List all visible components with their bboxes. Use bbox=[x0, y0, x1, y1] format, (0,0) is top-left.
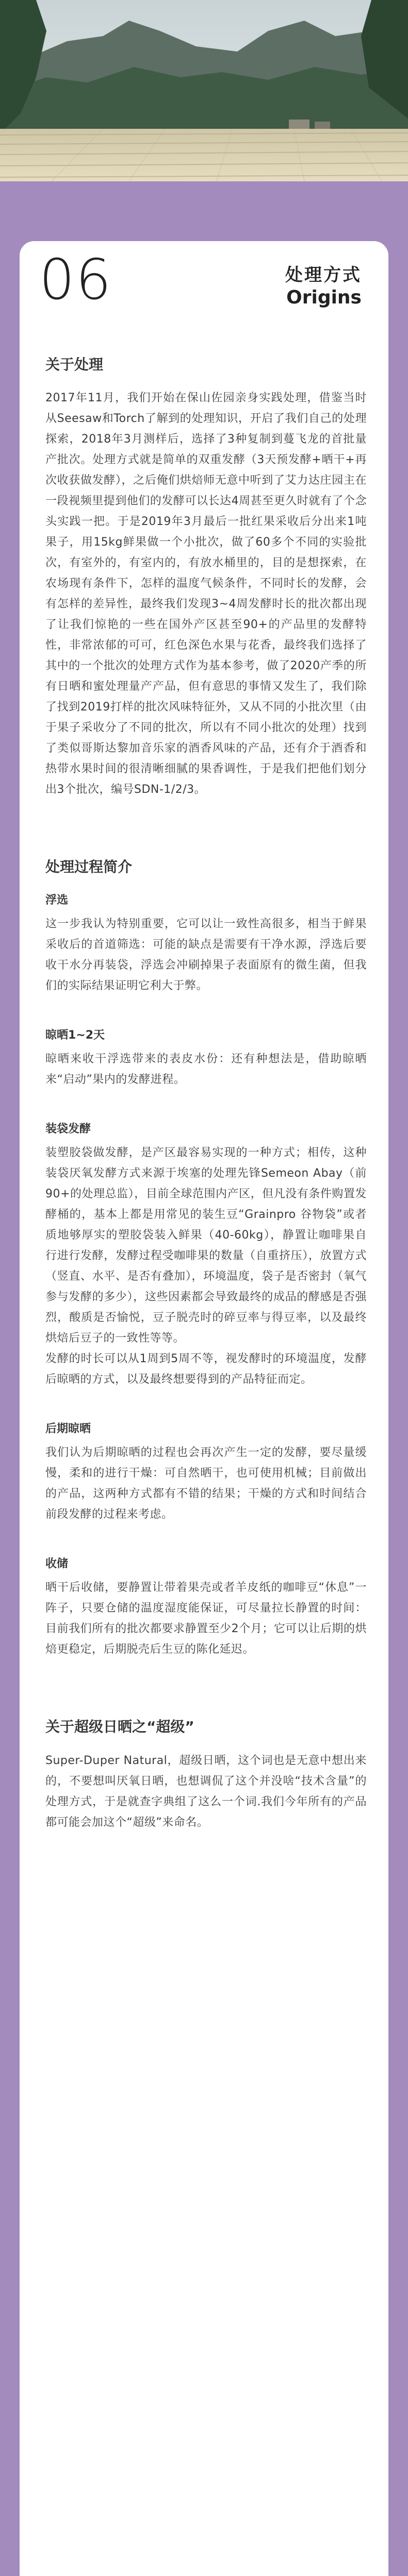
card-header bbox=[20, 241, 388, 354]
process-step-post-drying bbox=[45, 1419, 367, 1525]
step-title: 后期晾晒 bbox=[45, 1422, 91, 1436]
header-title-cn: 处理方式 bbox=[285, 265, 362, 285]
paragraph-super: Super-Duper Natural，超级日晒，这个词也是无意中想出来的，不要想叫厌氧日晒，也想调侃了这个并没啥“技术含量”的处理方式，于是就查字典组了这么一个词.我们今年所有的产品都可能会加这个“超级”来命名。 bbox=[45, 1754, 367, 1829]
step-title: 晾晒1~2天 bbox=[45, 1029, 105, 1042]
step-text: 晾晒来收干浮选带来的表皮水份：还有种想法是，借助晾晒来“启动”果内的发酵进程。 bbox=[45, 1053, 367, 1087]
section-title-process: 处理过程简介 bbox=[45, 858, 133, 876]
process-step-bag-fermentation bbox=[45, 1119, 367, 1390]
header-title-en: Origins bbox=[286, 286, 362, 308]
content-body bbox=[20, 354, 388, 1833]
step-title: 收储 bbox=[45, 1557, 69, 1571]
section-about bbox=[45, 354, 367, 800]
step-title: 浮选 bbox=[45, 894, 69, 907]
process-step-storage bbox=[45, 1554, 367, 1660]
content-card bbox=[20, 241, 388, 2576]
section-super bbox=[45, 1717, 367, 1833]
section-process bbox=[45, 857, 367, 1660]
section-title-about: 关于处理 bbox=[45, 356, 104, 373]
step-text: 这一步我认为特别重要，它可以让一致性高很多，相当于鲜果采收后的首道筛选：可能的缺点是需要有干净水源，浮选后要收干水分再装袋，浮选会冲刷掉果子表面原有的微生菌，但我们的实际结果证明它利大于弊。 bbox=[45, 918, 367, 993]
process-step-sun-dry bbox=[45, 1025, 367, 1090]
step-text: 晒干后收储，要静置让带着果壳或者羊皮纸的咖啡豆“休息”一阵子，只要仓储的温度湿度能保证，可尽量拉长静置的时间：目前我们所有的批次都要求静置至少2个月；它可以让后期的烘焙更稳定，后期脱壳后生豆的陈化延迟。 bbox=[45, 1581, 367, 1656]
header-title bbox=[285, 265, 362, 309]
step-text: 我们认为后期晾晒的过程也会再次产生一定的发酵，要尽量缓慢，柔和的进行干燥：可自然晒干，也可使用机械；目前做出的产品，这两种方式都有不错的结果；干燥的方式和时间结合前段发酵的过程来考虑。 bbox=[45, 1446, 367, 1521]
section-title-super: 关于超级日晒之“超级” bbox=[45, 1718, 194, 1736]
process-step-flotation bbox=[45, 890, 367, 996]
section-number: 06 bbox=[39, 248, 112, 312]
paragraph-about: 2017年11月，我们开始在保山佐园亲身实践处理，借鉴当时从Seesaw和Torch了解到的处理知识，开启了我们自己的处理探索，2018年3月测样后，选择了3种复制到蔓飞龙的首批量产批次。处理方式就是简单的双重发酵（3天预发酵+晒干+再次收获做发酵），之后俺们烘焙师无意中听到了艾力达庄园主在一段视频里提到他们的发酵可以长达4周甚至更久时就有了个念头实践一把。于是2019年3月最后一批红果采收后分出来1吨果子，用15kg鲜果做一个小批次，做了60多个不同的实验批次，有室外的，有室内的，有放水桶里的，目的是想探索，在农场现有条件下，怎样的温度气候条件，不同时长的发酵，会有怎样的差异性，最终我们发现3~4周发酵时长的批次都出现了让我们惊艳的一些在国外产区甚至90+的产品里的发酵特性，非常浓郁的可可，红色深色水果与花香，最终我们选择了其中的一个批次的处理方式作为基本参考，做了2020产季的所有日晒和蜜处理量产产品，但有意思的事情又发生了，我们除了找到2019打样的批次风味特征外，又从不同的小批次里（由于果子采收分了不同的批次，所以有不同小批次的处理）找到了类似哥斯达黎加音乐家的酒香风味的产品，还有介于酒香和热带水果时间的很清晰细腻的果香调性，于是我们把他们划分出3个批次，编号SDN-1/2/3。 bbox=[45, 392, 367, 796]
step-title: 装袋发酵 bbox=[45, 1123, 91, 1136]
coffee-drying-field-photo bbox=[0, 0, 408, 181]
step-text: 装塑胶袋做发酵，是产区最容易实现的一种方式；相传，这种装袋厌氧发酵方式来源于埃塞的处理先锋Semeon Abay（前90+的处理总监），目前全球范围内产区，但凡没有条件购置发酵桶的，基本上都是用常见的装生豆“Grainpro 谷物袋”或者质地够厚实的塑胶袋装入鲜果（40-60kg），静置让咖啡果自行进行发酵，发酵过程受咖啡果的数量（自重挤压），放置方式（竖直、水平、是否有叠加），环境温度，袋子是否密封（氧气参与发酵的多少），这些因素都会导致最终的成品的酵感是否强烈，酸质是否愉悦，豆子脱壳时的碎豆率与得豆率，以及最终烘焙后豆子的一致性等等。 发酵的时长可以从1周到5周不等，视发酵时的环境温度，发酵后晾晒的方式，以及最终想要得到的产品特征而定。 bbox=[45, 1146, 367, 1386]
